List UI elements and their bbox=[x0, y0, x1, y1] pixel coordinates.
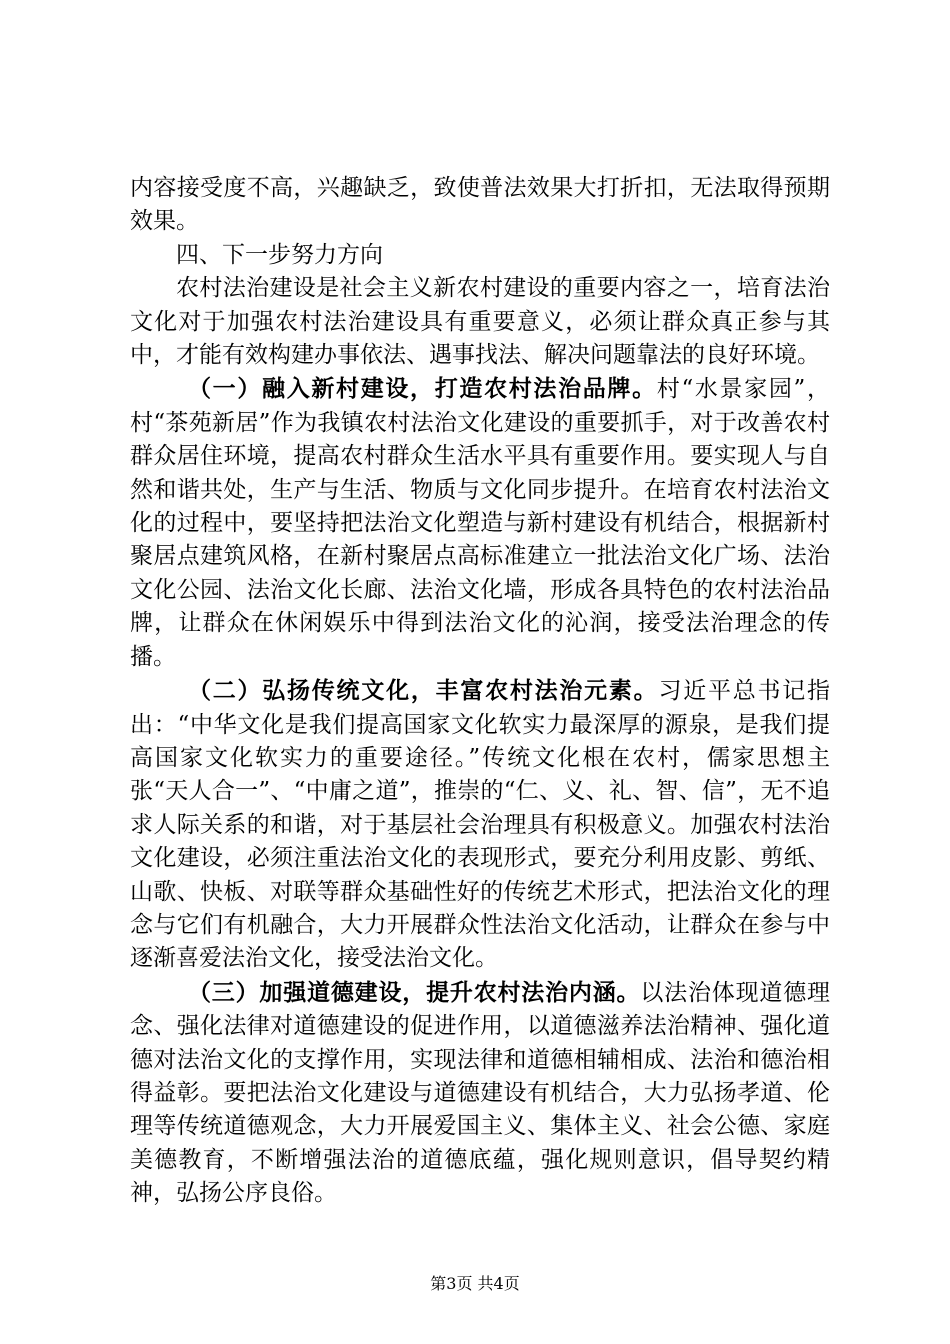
paragraph-subsection-1 bbox=[130, 372, 830, 674]
subsection-2-body: 习近平总书记指出：“中华文化是我们提高国家文化软实力最深厚的源泉，是我们提高国家文化软实力的重要途径。”传统文化根在农村，儒家思想主张“天人合一”、“中庸之道”，推崇的“仁、义、礼、智、信”，无不追求人际关系的和谐，对于基层社会治理具有积极意义。加强农村法治文化建设，必须注重法治文化的表现形式，要充分利用皮影、剪纸、山歌、快板、对联等群众基础性好的传统艺术形式，把法治文化的理念与它们有机融合，大力开展群众性法治文化活动，让群众在参与中逐渐喜爱法治文化，接受法治文化。 bbox=[130, 678, 831, 972]
subsection-1-body: 村“水景家园”，村“茶苑新居”作为我镇农村法治文化建设的重要抓手，对于改善农村群众居住环境，提高农村群众生活水平具有重要作用。要实现人与自然和谐共处，生产与生活、物质与文化同步提升。在培育农村法治文化的过程中，要坚持把法治文化塑造与新村建设有机结合，根据新村聚居点建筑风格，在新村聚居点高标准建立一批法治文化广场、法治文化公园、法治文化长廊、法治文化墙，形成各具特色的农村法治品牌，让群众在休闲娱乐中得到法治文化的沁润，接受法治理念的传播。 bbox=[130, 376, 830, 670]
subsection-3-body: 以法治体现道德理念、强化法律对道德建设的促进作用，以道德滋养法治精神、强化道德对法治文化的支撑作用，实现法律和道德相辅相成、法治和德治相得益彰。要把法治文化建设与道德建设有机结合，大力弘扬孝道、伦理等传统道德观念，大力开展爱国主义、集体主义、社会公德、家庭美德教育，不断增强法治的道德底蕴，强化规则意识，倡导契约精神，弘扬公序良俗。 bbox=[130, 979, 831, 1207]
paragraph-subsection-3 bbox=[130, 976, 830, 1211]
subsection-1-title: （一）融入新村建设，打造农村法治品牌。 bbox=[188, 375, 657, 403]
paragraph-intro: 农村法治建设是社会主义新农村建设的重要内容之一，培育法治文化对于加强农村法治建设具有重要意义，必须让群众真正参与其中，才能有效构建办事依法、遇事找法、解决问题靠法的良好环境。 bbox=[130, 275, 830, 369]
document-body bbox=[130, 172, 830, 1211]
subsection-3-title: （三）加强道德建设，提升农村法治内涵。 bbox=[188, 978, 641, 1006]
subsection-2-title: （二）弘扬传统文化，丰富农村法治元素。 bbox=[188, 677, 659, 705]
section-heading-4: 四、下一步努力方向 bbox=[176, 241, 383, 268]
paragraph-subsection-2 bbox=[130, 674, 830, 976]
page-footer: 第3页 共4页 bbox=[430, 1274, 520, 1293]
paragraph-continuation: 内容接受度不高，兴趣缺乏，致使普法效果大打折扣，无法取得预期效果。 bbox=[130, 175, 830, 235]
